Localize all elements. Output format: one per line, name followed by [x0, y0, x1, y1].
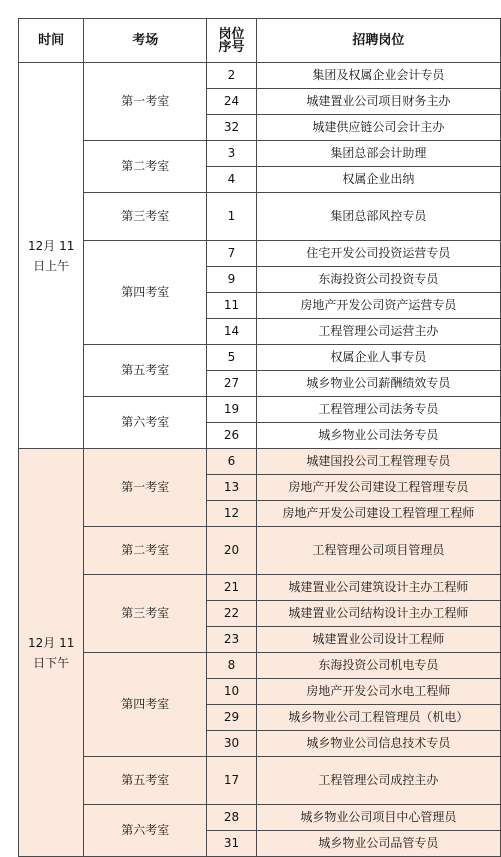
position-title: 城乡物业公司信息技术专员	[256, 731, 500, 757]
position-number: 23	[207, 627, 257, 653]
position-number: 22	[207, 601, 257, 627]
table-row	[19, 757, 501, 805]
position-number: 32	[207, 115, 257, 141]
session-time-line1: 12月 11	[28, 635, 75, 650]
position-title: 城乡物业公司薪酬绩效专员	[256, 371, 500, 397]
position-number: 10	[207, 679, 257, 705]
position-title: 住宅开发公司投资运营专员	[256, 241, 500, 267]
position-number: 28	[207, 805, 257, 831]
position-title: 房地产开发公司建设工程管理专员	[256, 475, 500, 501]
header-position-number-line1: 岗位	[218, 26, 245, 42]
session-time-line2: 日上午	[33, 258, 70, 273]
position-title: 工程管理公司成控主办	[256, 757, 500, 805]
position-title: 城建供应链公司会计主办	[256, 115, 500, 141]
position-number: 20	[207, 527, 257, 575]
position-number: 14	[207, 319, 257, 345]
position-title: 工程管理公司项目管理员	[256, 527, 500, 575]
table-row	[19, 141, 501, 167]
position-title: 城乡物业公司品管专员	[256, 831, 500, 857]
table-row	[19, 397, 501, 423]
header-time: 时间	[19, 19, 84, 63]
position-number: 19	[207, 397, 257, 423]
table-row	[19, 449, 501, 475]
table-row	[19, 193, 501, 241]
header-row	[19, 19, 501, 63]
position-number: 30	[207, 731, 257, 757]
header-position-number-line2: 序号	[218, 39, 245, 55]
table-row	[19, 241, 501, 267]
session-morning	[19, 63, 501, 449]
position-title: 房地产开发公司建设工程管理工程师	[256, 501, 500, 527]
position-title: 工程管理公司法务专员	[256, 397, 500, 423]
position-title: 城建国投公司工程管理专员	[256, 449, 500, 475]
position-title: 权属企业人事专员	[256, 345, 500, 371]
position-title: 城乡物业公司工程管理员（机电）	[256, 705, 500, 731]
position-title: 城建置业公司建筑设计主办工程师	[256, 575, 500, 601]
position-number: 21	[207, 575, 257, 601]
exam-schedule-table	[18, 18, 501, 857]
session-time-cell	[19, 449, 84, 857]
position-title: 房地产开发公司水电工程师	[256, 679, 500, 705]
position-title: 东海投资公司投资专员	[256, 267, 500, 293]
table-row	[19, 63, 501, 89]
position-number: 1	[207, 193, 257, 241]
session-time-cell	[19, 63, 84, 449]
position-number: 29	[207, 705, 257, 731]
room-cell: 第五考室	[84, 757, 207, 805]
room-cell: 第六考室	[84, 397, 207, 449]
position-title: 东海投资公司机电专员	[256, 653, 500, 679]
position-number: 17	[207, 757, 257, 805]
position-number: 24	[207, 89, 257, 115]
position-number: 13	[207, 475, 257, 501]
position-number: 3	[207, 141, 257, 167]
table-row	[19, 805, 501, 831]
position-title: 集团总部会计助理	[256, 141, 500, 167]
position-title: 城建置业公司项目财务主办	[256, 89, 500, 115]
position-number: 31	[207, 831, 257, 857]
position-number: 8	[207, 653, 257, 679]
position-title: 城乡物业公司项目中心管理员	[256, 805, 500, 831]
session-time-line2: 日下午	[33, 655, 70, 670]
position-title: 集团总部风控专员	[256, 193, 500, 241]
header-position-number	[207, 19, 257, 63]
table-row	[19, 575, 501, 601]
position-title: 权属企业出纳	[256, 167, 500, 193]
position-title: 城建置业公司结构设计主办工程师	[256, 601, 500, 627]
room-cell: 第五考室	[84, 345, 207, 397]
position-number: 12	[207, 501, 257, 527]
position-number: 6	[207, 449, 257, 475]
position-number: 11	[207, 293, 257, 319]
position-number: 4	[207, 167, 257, 193]
room-cell: 第六考室	[84, 805, 207, 857]
position-number: 2	[207, 63, 257, 89]
position-number: 26	[207, 423, 257, 449]
position-number: 7	[207, 241, 257, 267]
table-row	[19, 653, 501, 679]
room-cell: 第一考室	[84, 63, 207, 141]
position-title: 工程管理公司运营主办	[256, 319, 500, 345]
position-number: 9	[207, 267, 257, 293]
room-cell: 第二考室	[84, 141, 207, 193]
room-cell: 第一考室	[84, 449, 207, 527]
session-afternoon	[19, 449, 501, 857]
session-time-line1: 12月 11	[28, 238, 75, 253]
room-cell: 第二考室	[84, 527, 207, 575]
room-cell: 第四考室	[84, 241, 207, 345]
position-number: 27	[207, 371, 257, 397]
position-number: 5	[207, 345, 257, 371]
header-room: 考场	[84, 19, 207, 63]
room-cell: 第四考室	[84, 653, 207, 757]
room-cell: 第三考室	[84, 193, 207, 241]
position-title: 房地产开发公司资产运营专员	[256, 293, 500, 319]
room-cell: 第三考室	[84, 575, 207, 653]
position-title: 城建置业公司设计工程师	[256, 627, 500, 653]
table-row	[19, 345, 501, 371]
position-title: 集团及权属企业会计专员	[256, 63, 500, 89]
header-position: 招聘岗位	[256, 19, 500, 63]
position-title: 城乡物业公司法务专员	[256, 423, 500, 449]
table-row	[19, 527, 501, 575]
